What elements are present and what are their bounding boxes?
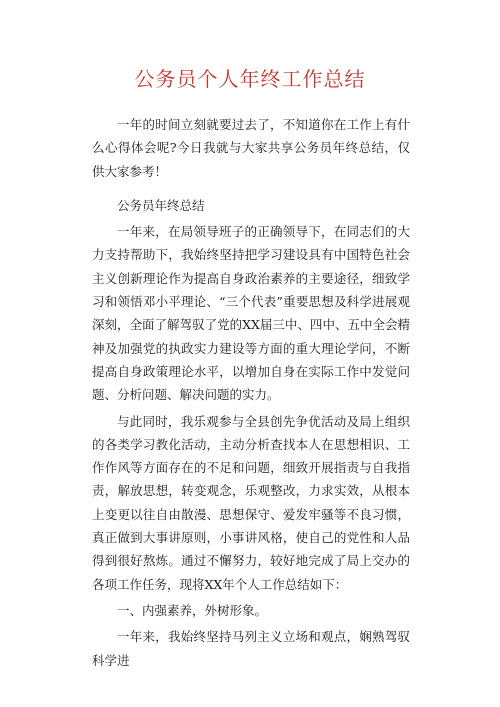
intro-paragraph: 一年的时间立刻就要过去了，不知道你在工作上有什么心得体会呢?今日我就与大家共享公务员年终总结，仅供大家参考！: [92, 117, 410, 179]
body-paragraph: 一年来，我始终坚持马列主义立场和观点，娴熟驾驭科学进: [92, 629, 410, 668]
document-title: 公务员个人年终工作总结: [134, 67, 366, 91]
document-body: [92, 113, 410, 672]
body-paragraph: 一年来，在局领导班子的正确领导下，在同志们的大力支持帮助下，我始终坚持把学习建设具有中国特色社会主义创新理论作为提高自身政治素养的主要途径，细致学习和领悟邓小平理论、“三个代表”重要思想及科学进展观深刻，全面了解驾驭了党的XX届三中、四中、五中全会精神及加强党的执政实力建设等方面的重大理论学问，不断提高自身政策理论水平，以增加自身在实际工作中发觉问题、分析问题、解决问题的实力。: [92, 224, 410, 403]
section-heading: 公务员年终总结: [117, 197, 205, 213]
subsection-heading: 一、内强素养，外树形象。: [117, 602, 268, 618]
body-paragraph: 与此同时，我乐观参与全县创先争优活动及局上组织的各类学习教化活动，主动分析查找本人在思想相识、工作作风等方面存在的不足和问题，细致开展指责与自我指责，解放思想，转变观念，乐观整改，力求实效，从根本上变更以往自由散漫、思想保守、爱发牢骚等不良习惯，真正做到大事讲原则，小事讲风格，使自己的党性和人品得到很好熬炼。通过不懈努力，较好地完成了局上交办的各项工作任务，现将XX年个人工作总结如下：: [92, 413, 410, 592]
